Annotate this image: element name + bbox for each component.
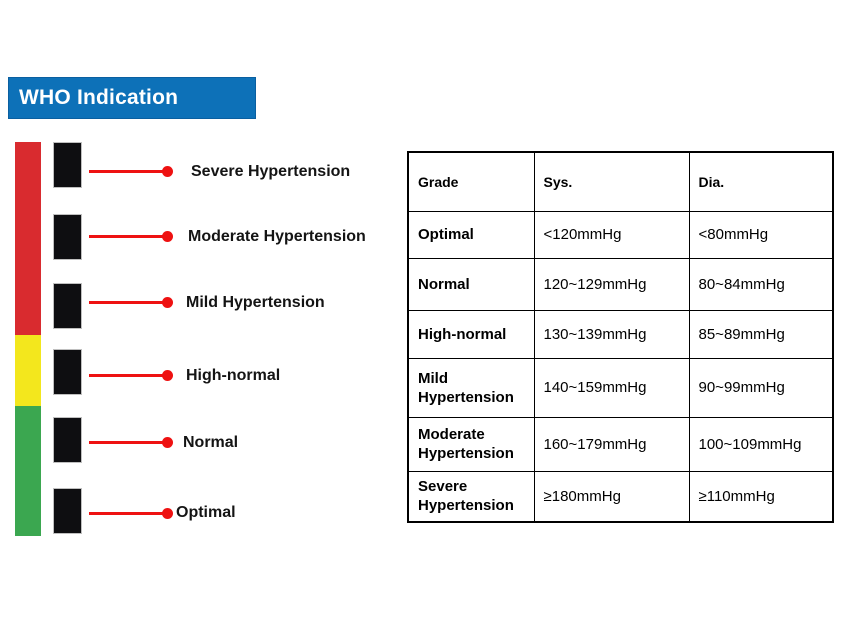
sys-cell: 140~159mmHg bbox=[534, 358, 689, 417]
bp-classification-table bbox=[407, 151, 834, 523]
dia-cell: 100~109mmHg bbox=[689, 417, 833, 471]
leader-line-normal bbox=[89, 441, 163, 444]
table-row bbox=[408, 211, 833, 258]
sys-cell: 160~179mmHg bbox=[534, 417, 689, 471]
table-row bbox=[408, 310, 833, 358]
leader-line-high-normal bbox=[89, 374, 163, 377]
zone-label-severe: Severe Hypertension bbox=[191, 163, 351, 180]
sys-cell: 120~129mmHg bbox=[534, 258, 689, 310]
leader-line-moderate bbox=[89, 235, 163, 238]
grade-cell: Optimal bbox=[408, 211, 534, 258]
scale-segment-normal bbox=[15, 406, 41, 536]
zone-label-optimal: Optimal bbox=[176, 504, 236, 521]
zone-label-high-normal: High-normal bbox=[186, 367, 281, 384]
scale-segment-high-normal bbox=[15, 335, 41, 406]
dia-cell: ≥110mmHg bbox=[689, 471, 833, 522]
dia-cell: <80mmHg bbox=[689, 211, 833, 258]
grade-cell: Moderate Hypertension bbox=[408, 417, 534, 471]
table-header-row bbox=[408, 152, 833, 211]
grade-cell: Mild Hypertension bbox=[408, 358, 534, 417]
leader-line-optimal bbox=[89, 512, 163, 515]
sys-cell: ≥180mmHg bbox=[534, 471, 689, 522]
dia-cell: 80~84mmHg bbox=[689, 258, 833, 310]
sys-cell: <120mmHg bbox=[534, 211, 689, 258]
grade-cell: Normal bbox=[408, 258, 534, 310]
page-title-banner bbox=[8, 77, 256, 119]
leader-line-severe bbox=[89, 170, 163, 173]
table-row bbox=[408, 471, 833, 522]
col-header-dia: Dia. bbox=[689, 152, 833, 211]
col-header-sys: Sys. bbox=[534, 152, 689, 211]
level-marker-mild bbox=[53, 283, 82, 329]
scale-segment-hypertension bbox=[15, 142, 41, 335]
page-title: WHO Indication bbox=[19, 86, 179, 109]
dia-cell: 90~99mmHg bbox=[689, 358, 833, 417]
level-marker-severe bbox=[53, 142, 82, 188]
grade-cell: High-normal bbox=[408, 310, 534, 358]
dia-cell: 85~89mmHg bbox=[689, 310, 833, 358]
level-marker-optimal bbox=[53, 488, 82, 534]
table-row bbox=[408, 358, 833, 417]
leader-line-mild bbox=[89, 301, 163, 304]
grade-cell: Severe Hypertension bbox=[408, 471, 534, 522]
table-row bbox=[408, 258, 833, 310]
table-row bbox=[408, 417, 833, 471]
bp-color-scale bbox=[15, 142, 41, 536]
level-marker-moderate bbox=[53, 214, 82, 260]
zone-label-moderate: Moderate Hypertension bbox=[188, 228, 366, 245]
level-marker-high-normal bbox=[53, 349, 82, 395]
col-header-grade: Grade bbox=[408, 152, 534, 211]
zone-label-normal: Normal bbox=[183, 434, 239, 451]
zone-label-mild: Mild Hypertension bbox=[186, 294, 325, 311]
level-marker-normal bbox=[53, 417, 82, 463]
sys-cell: 130~139mmHg bbox=[534, 310, 689, 358]
